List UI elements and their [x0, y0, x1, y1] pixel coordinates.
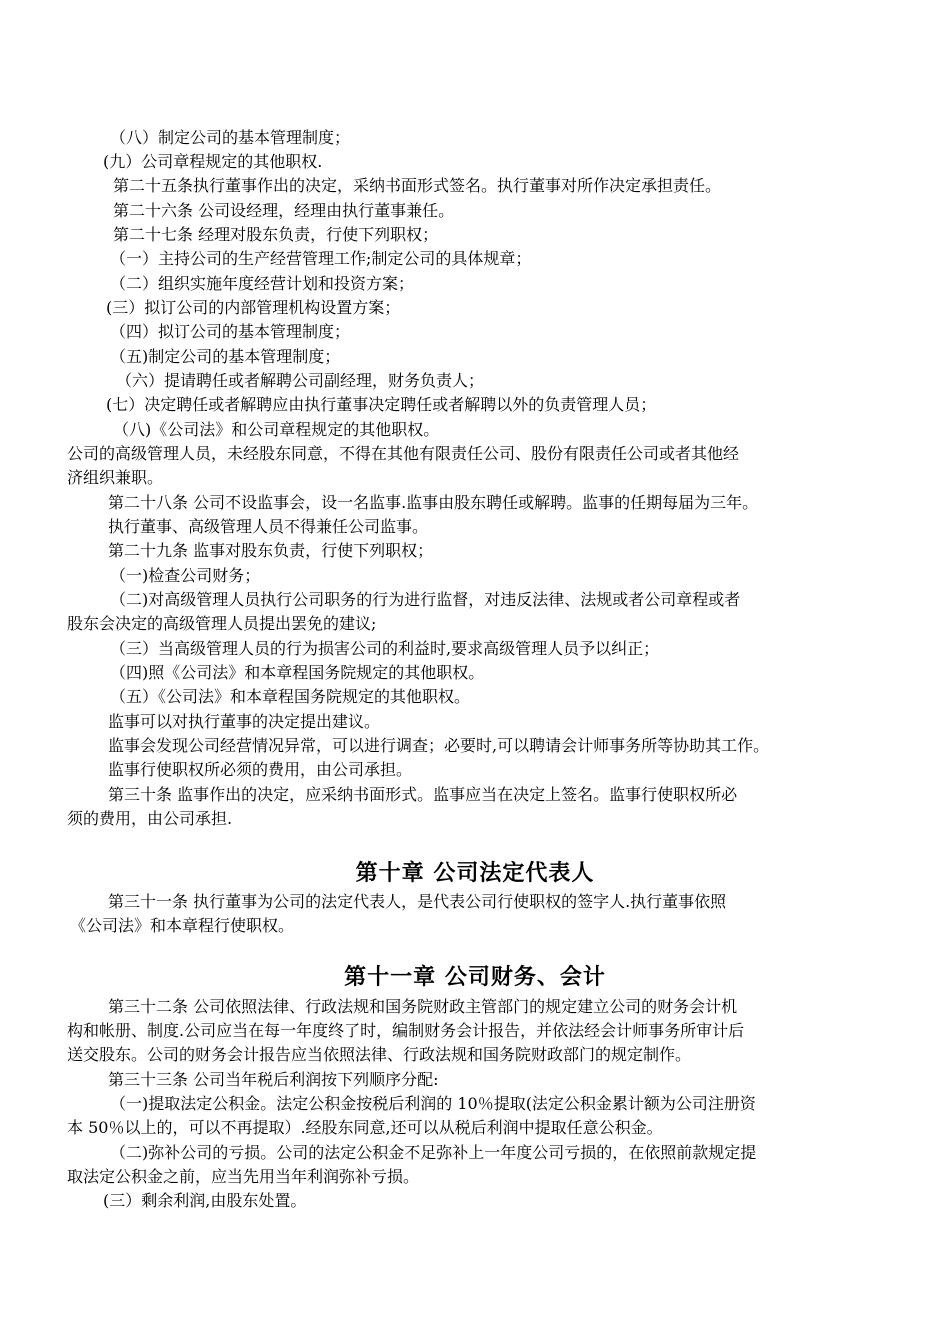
text-line: 第三十三条 公司当年税后利润按下列顺序分配:: [108, 1070, 439, 1089]
text-line: (三）剩余利润,由股东处置。: [103, 1191, 307, 1210]
text-line: 监事可以对执行董事的决定提出建议。: [108, 712, 381, 731]
text-line: （四)照《公司法》和本章程国务院规定的其他职权。: [110, 663, 485, 682]
text-line: 监事会发现公司经营情况异常，可以进行调查；必要时,可以聘请会计师事务所等协助其工作。: [108, 736, 770, 755]
text-line: 本 50％以上的，可以不再提取）.经股东同意,还可以从税后利润中提取任意公积金。: [67, 1118, 663, 1137]
text-line: 第二十七条 经理对股东负责，行使下列职权；: [113, 225, 439, 244]
text-line: 股东会决定的高级管理人员提出罢免的建议;: [67, 614, 377, 633]
text-line: （八）制定公司的基本管理制度；: [110, 128, 351, 147]
text-line: 公司的高级管理人员，未经股东同意，不得在其他有限责任公司、股份有限责任公司或者其他经: [67, 444, 740, 463]
text-line: （一)提取法定公积金。法定公积金按税后利润的 10％提取(法定公积金累计额为公司注册资: [110, 1094, 756, 1113]
text-line: （八)《公司法》和公司章程规定的其他职权。: [113, 420, 440, 439]
text-line: 第二十六条 公司设经理，经理由执行董事兼任。: [113, 201, 455, 220]
text-line: 须的费用，由公司承担.: [67, 809, 233, 828]
text-line: 执行董事、高级管理人员不得兼任公司监事。: [108, 517, 429, 536]
text-line: （二）组织实施年度经营计划和投资方案；: [110, 274, 415, 293]
text-line: (七）决定聘任或者解聘应由执行董事决定聘任或者解聘以外的负责管理人员；: [106, 395, 657, 414]
text-line: 构和帐册、制度.公司应当在每一年度终了时，编制财务会计报告，并依法经会计师事务所审计后: [67, 1021, 745, 1040]
text-line: 第三十二条 公司依照法律、行政法规和国务院财政主管部门的规定建立公司的财务会计机: [108, 997, 738, 1016]
text-line: （三）当高级管理人员的行为损害公司的利益时,要求高级管理人员予以纠正；: [110, 639, 660, 658]
text-line: （六）提请聘任或者解聘公司副经理，财务负责人；: [116, 371, 485, 390]
text-line: (三）拟订公司的内部管理机构设置方案；: [106, 298, 401, 317]
text-line: 第三十一条 执行董事为公司的法定代表人，是代表公司行使职权的签字人.执行董事依照: [108, 892, 727, 911]
text-line: （五)制定公司的基本管理制度；: [110, 347, 341, 366]
text-line: 取法定公积金之前，应当先用当年利润弥补亏损。: [67, 1167, 420, 1186]
text-line: 第二十五条执行董事作出的决定，采纳书面形式签名。执行董事对所作决定承担责任。: [113, 176, 722, 195]
text-line: (九）公司章程规定的其他职权.: [103, 152, 323, 171]
text-line: （五）《公司法》和本章程国务院规定的其他职权。: [110, 687, 471, 706]
text-line: （二)弥补公司的亏损。公司的法定公积金不足弥补上一年度公司亏损的，在依照前款规定提: [110, 1143, 757, 1162]
text-line: 第三十条 监事作出的决定，应采纳书面形式。监事应当在决定上签名。监事行使职权所必: [108, 785, 738, 804]
text-line: 送交股东。公司的财务会计报告应当依照法律、行政法规和国务院财政部门的规定制作。: [67, 1045, 692, 1064]
chapter-heading: 第十章 公司法定代表人: [355, 860, 595, 886]
text-line: （一)检查公司财务；: [110, 566, 261, 585]
text-line: 第二十九条 监事对股东负责，行使下列职权；: [108, 541, 434, 560]
text-line: （二)对高级管理人员执行公司职务的行为进行监督，对违反法律、法规或者公司章程或者: [110, 590, 741, 609]
text-line: 济组织兼职。: [67, 468, 164, 487]
text-line: （四）拟订公司的基本管理制度；: [110, 322, 351, 341]
text-line: 监事行使职权所必须的费用，由公司承担。: [108, 760, 413, 779]
chapter-heading: 第十一章 公司财务、会计: [344, 964, 606, 990]
text-line: 《公司法》和本章程行使职权。: [70, 916, 295, 935]
text-line: （一）主持公司的生产经营管理工作;制定公司的具体规章；: [110, 249, 532, 268]
text-line: 第二十八条 公司不设监事会，设一名监事.监事由股东聘任或解聘。监事的任期每届为三年。: [108, 493, 759, 512]
